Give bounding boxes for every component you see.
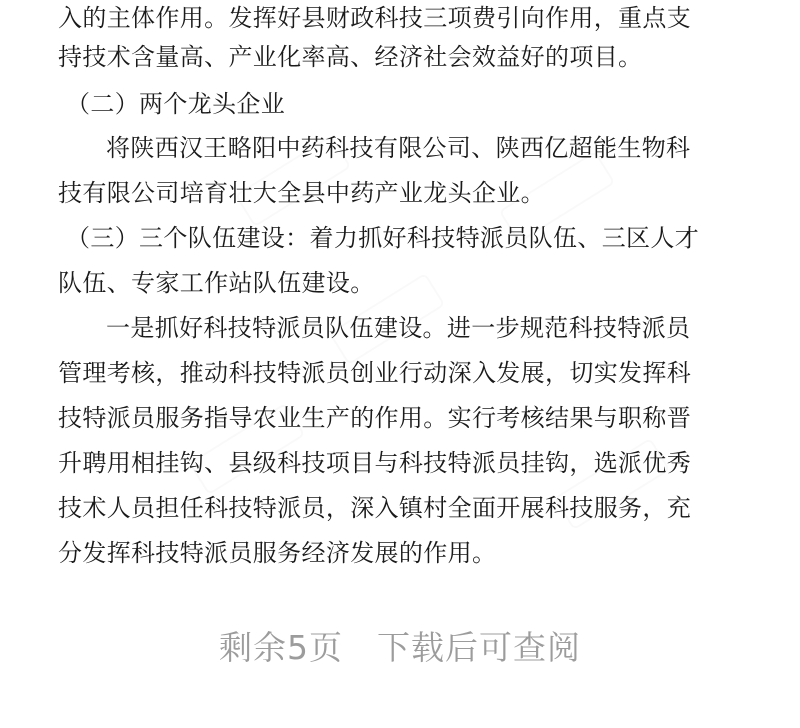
section-heading: （三）三个队伍建设：着力抓好科技特派员队伍、三区人才 (66, 224, 700, 252)
paragraph-line: 升聘用相挂钩、县级科技项目与科技特派员挂钩，选派优秀 (58, 449, 692, 477)
section-heading: （二）两个龙头企业 (66, 90, 286, 118)
paragraph-line: 将陕西汉王略阳中药科技有限公司、陕西亿超能生物科 (106, 134, 691, 162)
paragraph-line: 入的主体作用。发挥好县财政科技三项费引向作用，重点支 (58, 4, 692, 32)
paragraph-line: 技特派员服务指导农业生产的作用。实行考核结果与职称晋 (58, 404, 692, 432)
paragraph-line: 一是抓好科技特派员队伍建设。进一步规范科技特派员 (106, 314, 691, 342)
paragraph-line: 管理考核，推动科技特派员创业行动深入发展，切实发挥科 (58, 359, 692, 387)
paragraph-line: 分发挥科技特派员服务经济发展的作用。 (58, 539, 497, 567)
paragraph-line: 持技术含量高、产业化率高、经济社会效益好的项目。 (58, 43, 643, 71)
download-prompt[interactable] (0, 628, 800, 668)
paragraph-line: 技术人员担任科技特派员，深入镇村全面开展科技服务，充 (58, 494, 692, 522)
paragraph-line: 队伍、专家工作站队伍建设。 (58, 269, 375, 297)
paragraph-line: 技有限公司培育壮大全县中药产业龙头企业。 (58, 179, 545, 207)
remaining-pages-text: 剩余5页 (219, 628, 343, 667)
download-to-view-text: 下载后可查阅 (377, 628, 581, 667)
